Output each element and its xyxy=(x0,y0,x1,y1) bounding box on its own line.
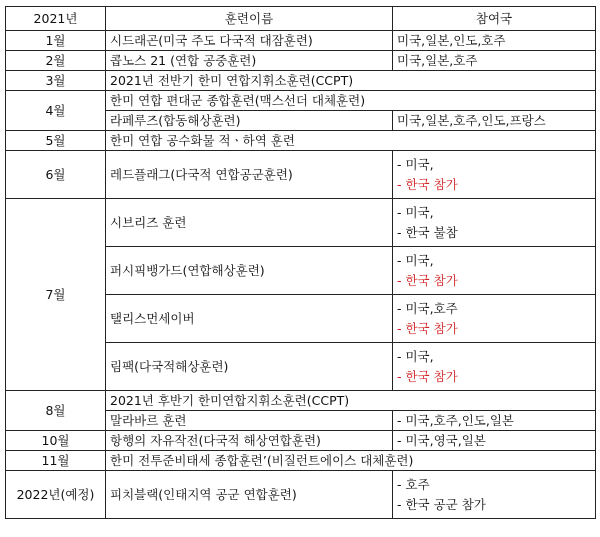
participants-line-highlight: - 한국 참가 xyxy=(397,320,458,336)
participants-cell: - 미국,호주,인도,일본 xyxy=(393,411,596,431)
month-cell: 2월 xyxy=(6,51,106,71)
month-cell: 4월 xyxy=(6,91,106,131)
month-cell: 2022년(예정) xyxy=(6,471,106,519)
participants-line: - 한국 공군 참가 xyxy=(397,496,486,512)
participants-cell: - 미국,영국,일본 xyxy=(393,431,596,451)
table-row xyxy=(6,431,596,451)
training-name-cell: 림팩(다국적해상훈련) xyxy=(106,343,393,391)
month-cell: 3월 xyxy=(6,71,106,91)
header-row xyxy=(6,7,596,31)
training-name-cell: 한미 연합 편대군 종합훈련(맥스선더 대체훈련) xyxy=(106,91,596,111)
table-row xyxy=(6,391,596,411)
participants-cell xyxy=(393,247,596,295)
training-name-cell: 피치블랙(인태지역 공군 연합훈련) xyxy=(106,471,393,519)
participants-cell xyxy=(393,199,596,247)
training-name-cell: 한미 전투준비태세 종합훈련’(비질런트에이스 대체훈련) xyxy=(106,451,596,471)
header-participants: 참여국 xyxy=(393,7,596,31)
training-name-cell: 퍼시픽뱅가드(연합해상훈련) xyxy=(106,247,393,295)
month-cell: 7월 xyxy=(6,199,106,391)
training-name-cell: 말라바르 훈련 xyxy=(106,411,393,431)
participants-line: - 미국,호주 xyxy=(397,300,458,316)
training-name-cell: 한미 연합 공수화물 적ㆍ하역 훈련 xyxy=(106,131,596,151)
participants-line-highlight: - 한국 참가 xyxy=(397,368,458,384)
training-name-cell: 시브리즈 훈련 xyxy=(106,199,393,247)
participants-line: - 미국, xyxy=(397,156,434,172)
participants-cell: 미국,일본,인도,호주 xyxy=(393,31,596,51)
participants-cell xyxy=(393,151,596,199)
participants-line-highlight: - 한국 참가 xyxy=(397,272,458,288)
participants-cell xyxy=(393,343,596,391)
training-name-cell: 2021년 후반기 한미연합지휘소훈련(CCPT) xyxy=(106,391,596,411)
table-row xyxy=(6,71,596,91)
training-name-cell: 라페루즈(합동해상훈련) xyxy=(106,111,393,131)
table-row xyxy=(6,91,596,111)
training-name-cell: 레드플래그(다국적 연합공군훈련) xyxy=(106,151,393,199)
training-name-cell: 시드래곤(미국 주도 다국적 대잠훈련) xyxy=(106,31,393,51)
training-name-cell: 콥노스 21 (연합 공중훈련) xyxy=(106,51,393,71)
table-row xyxy=(6,471,596,519)
participants-line: - 미국, xyxy=(397,348,434,364)
participants-line-highlight: - 한국 참가 xyxy=(397,176,458,192)
participants-line: - 미국, xyxy=(397,204,434,220)
month-cell: 11월 xyxy=(6,451,106,471)
participants-cell xyxy=(393,471,596,519)
month-cell: 10월 xyxy=(6,431,106,451)
month-cell: 1월 xyxy=(6,31,106,51)
training-name-cell: 항행의 자유작전(다국적 해상연합훈련) xyxy=(106,431,393,451)
participants-line: - 미국, xyxy=(397,252,434,268)
training-name-cell: 탤리스먼세이버 xyxy=(106,295,393,343)
table-row xyxy=(6,131,596,151)
table-row xyxy=(6,451,596,471)
month-cell: 8월 xyxy=(6,391,106,431)
training-name-cell: 2021년 전반기 한미 연합지휘소훈련(CCPT) xyxy=(106,71,596,91)
month-cell: 6월 xyxy=(6,151,106,199)
training-schedule-table xyxy=(5,6,596,519)
header-training-name: 훈련이름 xyxy=(106,7,393,31)
participants-cell: 미국,일본,호주 xyxy=(393,51,596,71)
participants-cell: 미국,일본,호주,인도,프랑스 xyxy=(393,111,596,131)
month-cell: 5월 xyxy=(6,131,106,151)
table-row xyxy=(6,151,596,199)
participants-cell xyxy=(393,295,596,343)
table-row xyxy=(6,31,596,51)
header-month: 2021년 xyxy=(6,7,106,31)
participants-line: - 호주 xyxy=(397,476,430,492)
table-row xyxy=(6,51,596,71)
table-row xyxy=(6,199,596,247)
participants-line: - 한국 불참 xyxy=(397,224,458,240)
